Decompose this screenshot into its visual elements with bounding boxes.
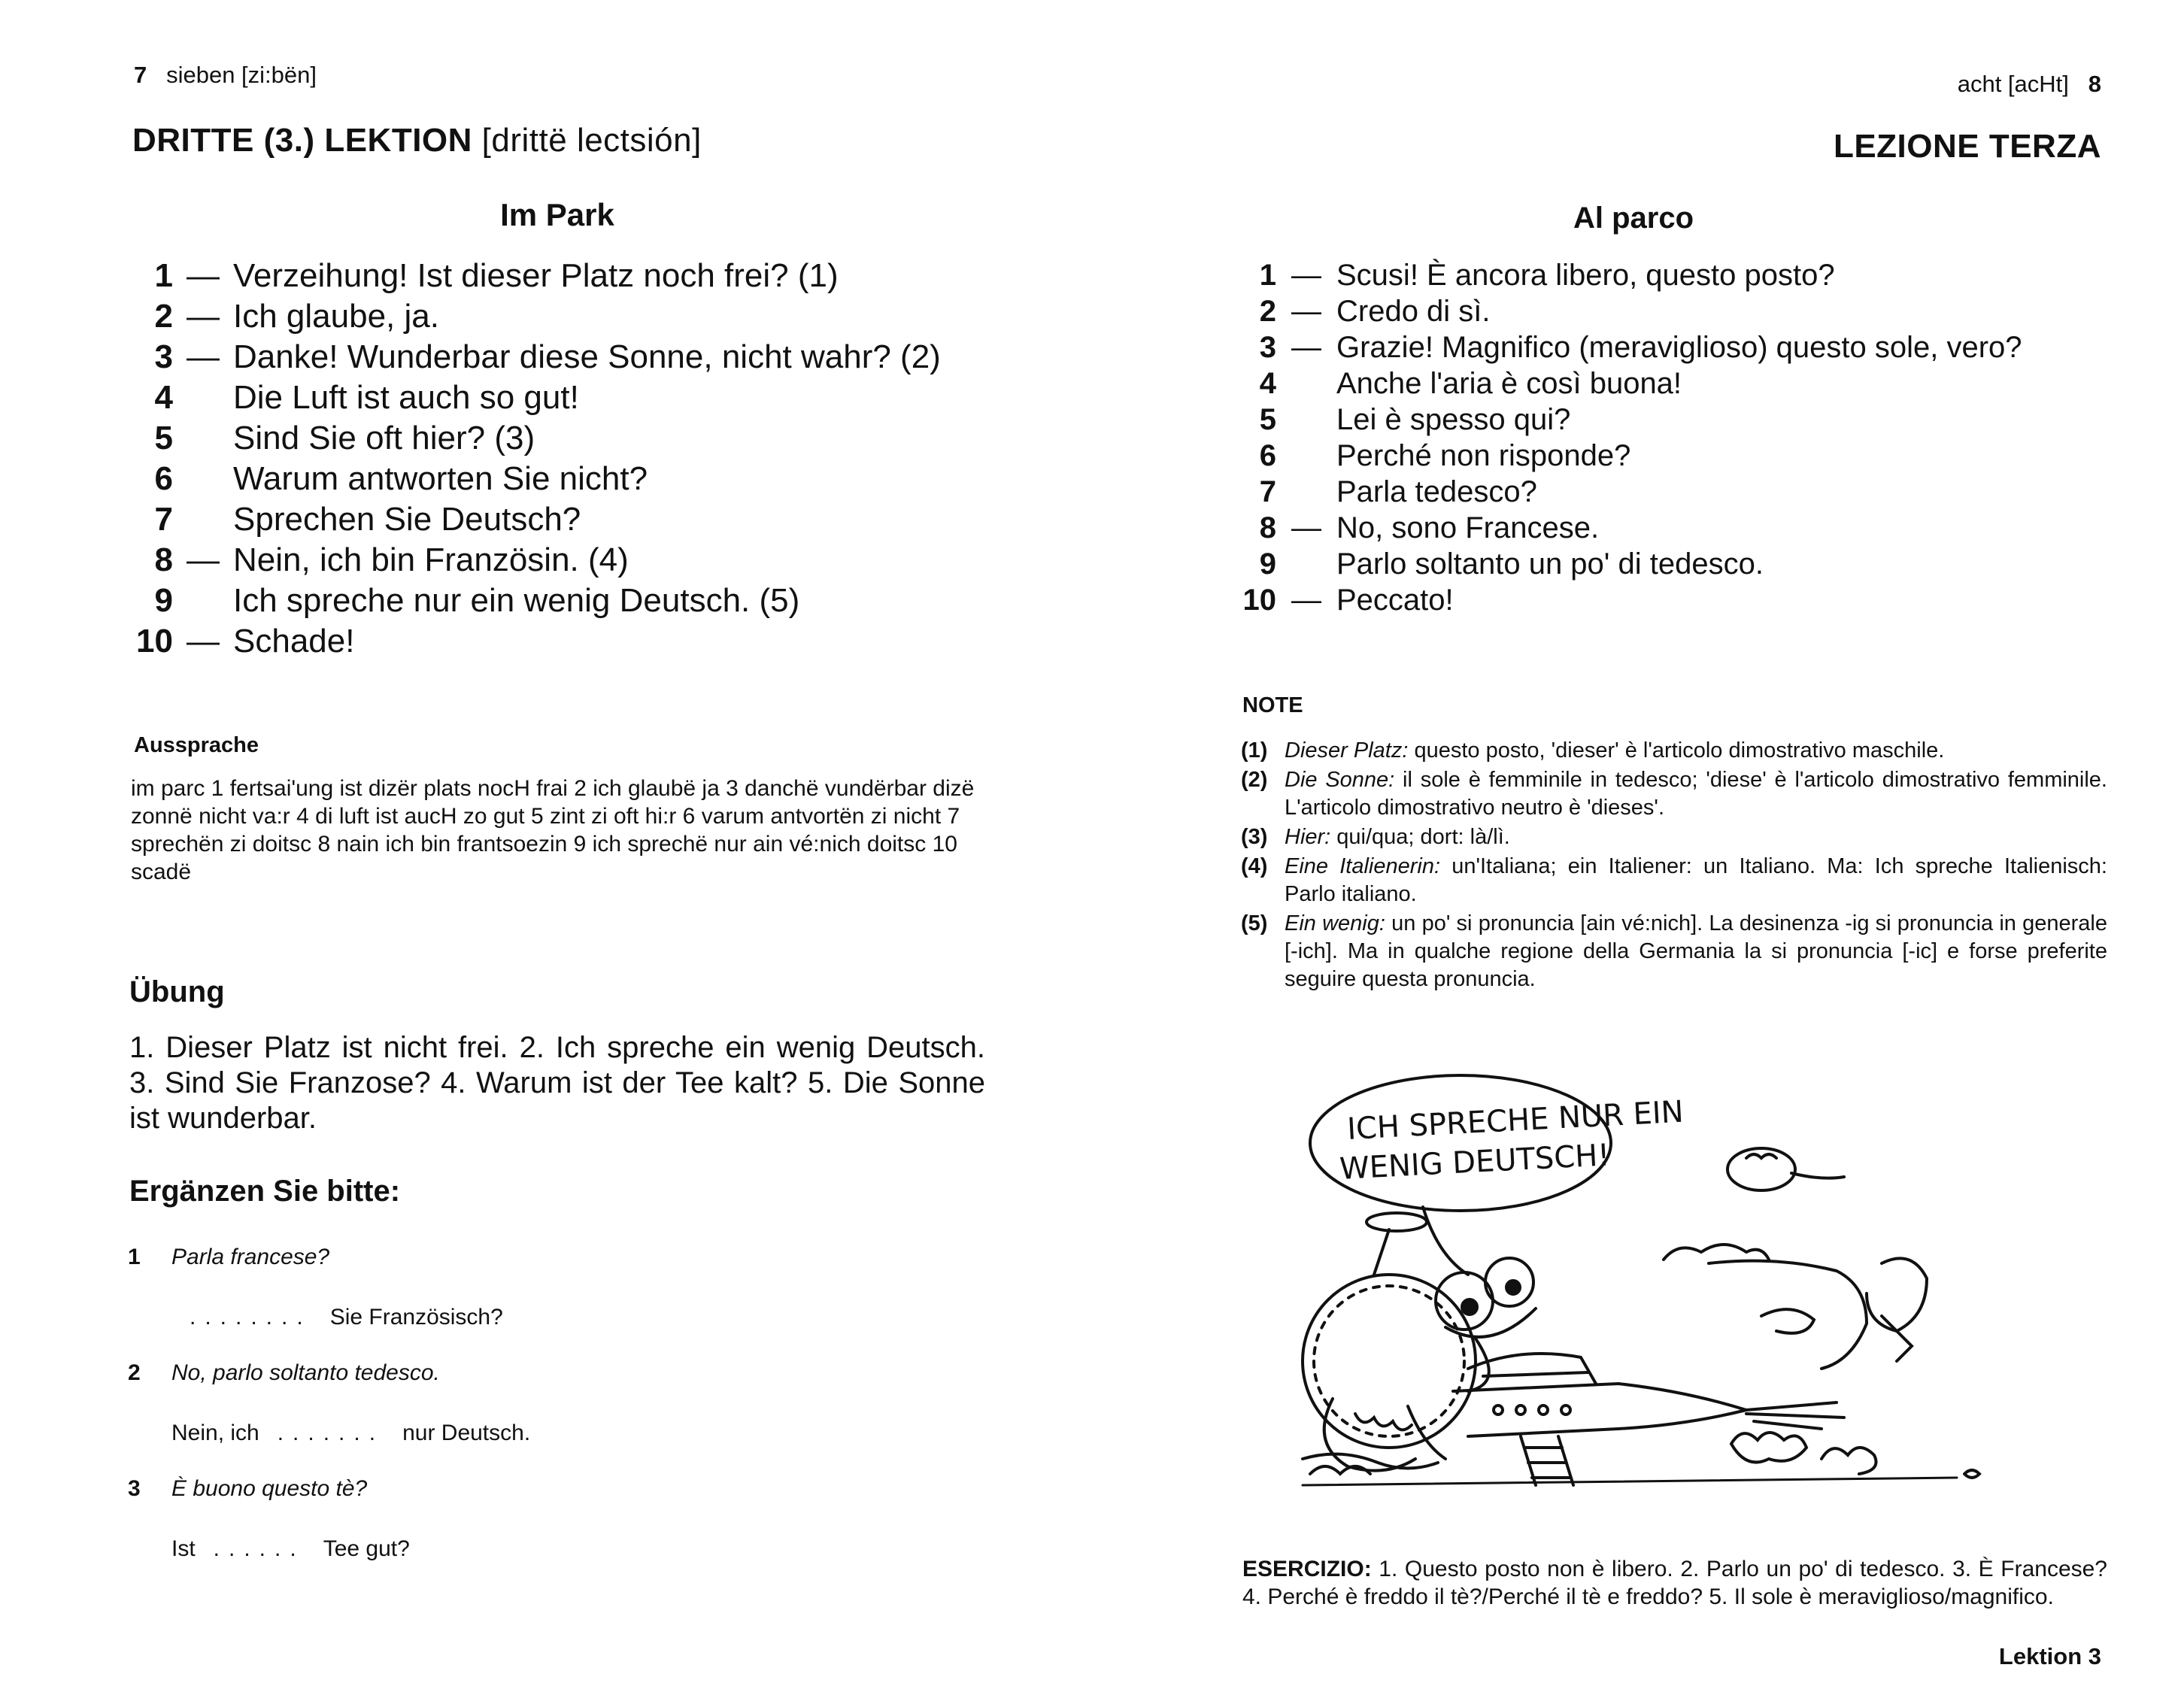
note-body [1285, 737, 2107, 765]
line-number: 1 [154, 257, 173, 294]
line-dash: — [187, 257, 220, 294]
fill-in-exercise [128, 1245, 985, 1592]
note-number: (4) [1241, 854, 1268, 878]
left-running-head [134, 62, 317, 89]
line-text: Credo di sì. [1336, 295, 1491, 328]
fill-heading: Ergänzen Sie bitte: [129, 1175, 401, 1208]
lesson-title [132, 122, 702, 159]
line-number: 2 [154, 298, 173, 335]
dialogue-line [135, 256, 985, 296]
esercizio-text: 1. Questo posto non è libero. 2. Parlo un po' di tedesco. 3. È Francese? 4. Perché è freddo il tè?/Perché il tè e freddo? 5. Il sole è meraviglioso/magnifico. [1242, 1557, 2107, 1609]
line-number: 4 [154, 379, 173, 416]
line-number: 7 [154, 501, 173, 538]
fill-item [128, 1245, 985, 1330]
right-page [1092, 0, 2184, 1698]
fill-item-question: È buono questo tè? [171, 1476, 368, 1501]
speech-bubble-line2: WENIG DEUTSCH! [1339, 1138, 1611, 1187]
note-body [1285, 910, 2107, 993]
line-number: 7 [1259, 475, 1276, 508]
note-text: qui/qua; dort: là/lì. [1330, 825, 1510, 849]
line-text: Scusi! È ancora libero, questo posto? [1336, 259, 1835, 292]
fill-item [128, 1476, 985, 1562]
line-dash [173, 581, 233, 621]
exercise-heading: Übung [129, 975, 225, 1008]
dialogue-line [135, 378, 985, 418]
dialogue-line [1239, 257, 2100, 293]
note-text: un'Italiana; ein Italiener: un Italiano. Ma: Ich spreche Italienisch: Parlo italiano. [1285, 854, 2107, 906]
fill-item-answer-after: Sie Französisch? [329, 1305, 503, 1330]
right-page-number: 8 [2088, 71, 2101, 97]
dialogue-line [135, 459, 985, 499]
fill-item-answer-before: Ist [171, 1536, 196, 1561]
dialogue-line [135, 540, 985, 581]
line-text: No, sono Francese. [1336, 511, 1600, 544]
dialogue-line [1239, 365, 2100, 402]
line-number: 9 [1259, 547, 1276, 581]
notes-list [1241, 737, 2107, 995]
fill-item-blank[interactable]: ........ [190, 1305, 312, 1330]
line-dash [1276, 546, 1336, 582]
line-dash [1276, 365, 1336, 402]
dialogue-line [1239, 510, 2100, 546]
dialogue-line [1239, 582, 2100, 618]
note-number: (5) [1241, 911, 1268, 935]
line-text: Warum antworten Sie nicht? [233, 460, 648, 497]
note-item [1241, 910, 2107, 993]
line-dash [173, 459, 233, 499]
fill-item-number: 1 [128, 1245, 141, 1269]
note-number: (3) [1241, 825, 1268, 849]
exercise-text: 1. Dieser Platz ist nicht frei. 2. Ich spreche ein wenig Deutsch. 3. Sind Sie Franzose? 4. Warum ist der Tee kalt? 5. Die Sonne ist wunderbar. [129, 1031, 985, 1135]
line-dash [173, 418, 233, 459]
dialogue-line [135, 418, 985, 459]
creature-head [1303, 1275, 1476, 1448]
line-number: 1 [1259, 259, 1276, 292]
line-text: Nein, ich bin Französin. (4) [233, 541, 629, 578]
dialogue-line [135, 621, 985, 662]
italian-dialogue [1239, 257, 2100, 618]
line-dash [1276, 474, 1336, 510]
speech-bubble-line1: ICH SPRECHE NUR EIN [1346, 1094, 1685, 1147]
fill-item-question: No, parlo soltanto tedesco. [171, 1360, 440, 1385]
fill-item-blank[interactable]: ....... [277, 1421, 385, 1445]
line-text: Parlo soltanto un po' di tedesco. [1336, 547, 1764, 581]
fill-item-answer-after: nur Deutsch. [402, 1421, 531, 1445]
line-text: Sprechen Sie Deutsch? [233, 501, 581, 538]
speech-bubble-tail [1423, 1207, 1468, 1275]
note-item [1241, 823, 2107, 851]
line-text: Danke! Wunderbar diese Sonne, nicht wahr? (2) [233, 338, 941, 375]
line-number: 4 [1259, 367, 1276, 400]
fill-item-question: Parla francese? [171, 1245, 330, 1269]
line-number: 6 [154, 460, 173, 497]
note-term: Ein wenig: [1285, 911, 1385, 935]
line-number: 6 [1259, 439, 1276, 472]
line-dash: — [1291, 259, 1321, 292]
lesson-title-phonetic: [drittë lectsión] [481, 122, 702, 159]
line-number: 3 [154, 338, 173, 375]
line-text: Anche l'aria è così buona! [1336, 367, 1682, 400]
line-text: Parla tedesco? [1336, 475, 1537, 508]
note-term: Dieser Platz: [1285, 738, 1409, 763]
note-text: questo posto, 'dieser' è l'articolo dimostrativo maschile. [1408, 738, 1945, 763]
vehicle [1453, 1384, 1746, 1436]
fill-item-answer-after: Tee gut? [323, 1536, 410, 1561]
line-number: 3 [1259, 331, 1276, 364]
dialogue-line [135, 499, 985, 540]
note-text: il sole è femminile in tedesco; 'diese' è l'articolo dimostrativo femminile. L'articolo dimostrativo neutro è 'dieses'. [1285, 768, 2107, 820]
line-number: 8 [1259, 511, 1276, 544]
line-dash: — [187, 541, 220, 578]
cartoon-illustration [1295, 1068, 2047, 1489]
line-dash: — [1291, 295, 1321, 328]
right-running-head [1958, 71, 2101, 98]
line-number: 8 [154, 541, 173, 578]
dialogue-line [135, 581, 985, 621]
line-number: 2 [1259, 295, 1276, 328]
fill-item-blank[interactable]: ...... [213, 1536, 305, 1561]
line-number: 10 [136, 623, 173, 659]
flying-person [1709, 1261, 1867, 1369]
note-body [1285, 766, 2107, 822]
note-number: (2) [1241, 768, 1268, 792]
line-text: Schade! [233, 623, 355, 659]
note-item [1241, 737, 2107, 765]
line-dash [173, 499, 233, 540]
line-dash: — [187, 623, 220, 659]
line-number: 5 [154, 420, 173, 456]
fill-item [128, 1360, 985, 1446]
line-text: Die Luft ist auch so gut! [233, 379, 579, 416]
line-text: Lei è spesso qui? [1336, 403, 1571, 436]
fill-item-number: 2 [128, 1360, 141, 1385]
line-dash: — [1291, 511, 1321, 544]
line-number: 5 [1259, 403, 1276, 436]
left-running-head-text: sieben [zi:bën] [166, 62, 317, 88]
line-text: Ich glaube, ja. [233, 298, 439, 335]
lesson-title-italian: LEZIONE TERZA [1833, 128, 2101, 165]
dialogue-title: Im Park [500, 197, 614, 232]
left-page-number: 7 [134, 62, 147, 88]
esercizio-label: ESERCIZIO: [1242, 1557, 1372, 1581]
note-text: un po' si pronuncia [ain vé:nich]. La desinenza -ig si pronuncia in generale [-ich]. Ma in qualche regione della Germania la si pronuncia [-ic] e forse preferite seguire questa pronuncia. [1285, 911, 2107, 991]
note-term: Eine Italienerin: [1285, 854, 1441, 878]
line-number: 10 [1242, 584, 1276, 617]
bird [1727, 1148, 1795, 1190]
pronunciation-heading: Aussprache [134, 733, 259, 757]
line-dash [1276, 402, 1336, 438]
line-dash: — [1291, 584, 1321, 617]
line-number: 9 [154, 582, 173, 619]
dialogue-line [135, 296, 985, 337]
line-text: Perché non risponde? [1336, 439, 1631, 472]
line-text: Verzeihung! Ist dieser Platz noch frei? (1) [233, 257, 839, 294]
note-item [1241, 853, 2107, 908]
line-text: Sind Sie oft hier? (3) [233, 420, 535, 456]
note-body [1285, 853, 2107, 908]
note-item [1241, 766, 2107, 822]
line-text: Grazie! Magnifico (meraviglioso) questo sole, vero? [1336, 331, 2022, 364]
line-dash: — [187, 338, 220, 375]
line-text: Peccato! [1336, 584, 1454, 617]
note-body [1285, 823, 2107, 851]
note-term: Hier: [1285, 825, 1331, 849]
dialogue-line [1239, 474, 2100, 510]
right-running-head-text: acht [acHt] [1957, 71, 2069, 97]
pronunciation-text: im parc 1 fertsai'ung ist dizër plats nocH frai 2 ich glaubë ja 3 danchë vundërbar dizë zonnë nicht va:r 4 di luft ist aucH zo gut 5 zint zi oft hi:r 6 varum antvortën zi nicht 7 sprechën zi doitsc 8 nain ich bin frantsoezin 9 ich sprechë nur ain vé:nich doitsc 10 scadë [131, 776, 975, 884]
dialogue-line [135, 337, 985, 378]
line-dash: — [1291, 331, 1321, 364]
dialogue-line [1239, 329, 2100, 365]
line-dash [173, 378, 233, 418]
lesson-title-text: DRITTE (3.) LEKTION [132, 122, 472, 159]
line-dash: — [187, 298, 220, 335]
dialogue-line [1239, 402, 2100, 438]
note-number: (1) [1241, 738, 1268, 763]
note-term: Die Sonne: [1285, 768, 1395, 792]
notes-heading: NOTE [1242, 693, 1303, 717]
german-dialogue [135, 256, 985, 662]
dialogue-line [1239, 546, 2100, 582]
dialogue-line [1239, 293, 2100, 329]
line-dash [1276, 438, 1336, 474]
esercizio [1242, 1555, 2107, 1611]
line-text: Ich spreche nur ein wenig Deutsch. (5) [233, 582, 800, 619]
dialogue-line [1239, 438, 2100, 474]
fill-item-number: 3 [128, 1476, 141, 1501]
dialogue-title-italian: Al parco [1573, 202, 1694, 235]
page-footer: Lektion 3 [1998, 1643, 2101, 1669]
fill-item-answer-before: Nein, ich [171, 1421, 259, 1445]
